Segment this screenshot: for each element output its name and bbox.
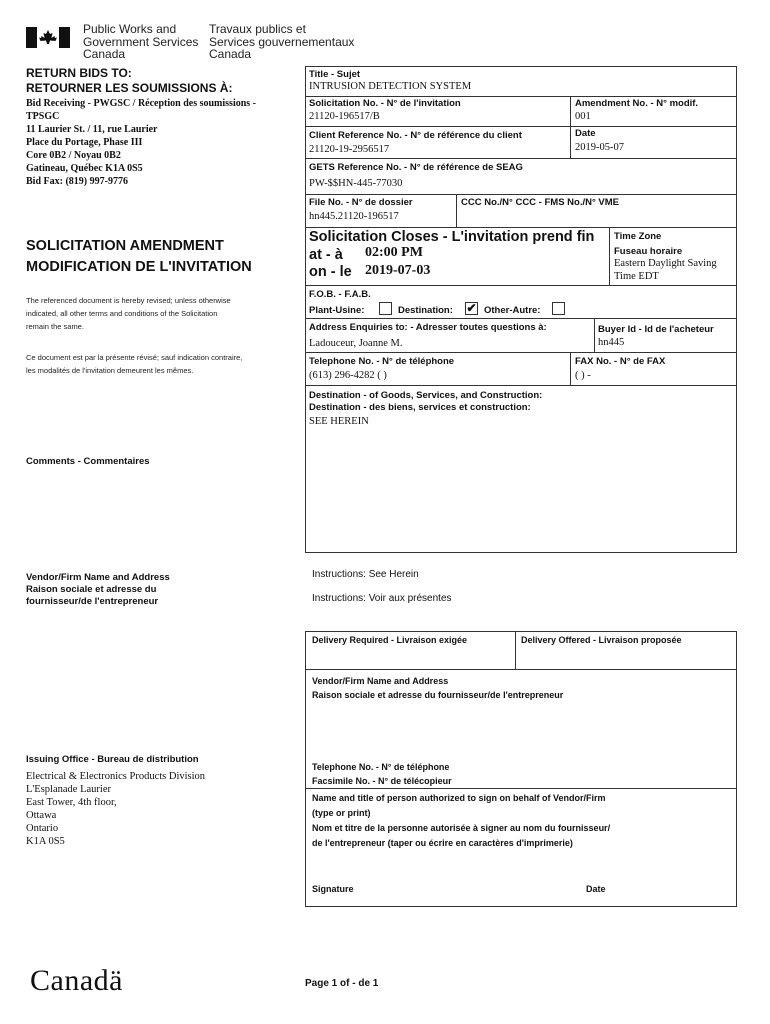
vendor-telephone-field[interactable]: Telephone No. - N° de téléphone Facsimile No. - N° de télécopieur bbox=[312, 762, 452, 786]
date-label: Date bbox=[575, 128, 596, 139]
amendment-no-value: 001 bbox=[575, 111, 591, 122]
destination-checkbox[interactable]: ✔ bbox=[466, 301, 477, 315]
file-no-value: hn445.21120-196517 bbox=[309, 211, 399, 222]
ccc-no-label: CCC No./N° CCC - FMS No./N° VME bbox=[461, 197, 620, 208]
issuing-office-label: Issuing Office - Bureau de distribution bbox=[26, 754, 199, 765]
fax-label: FAX No. - N° de FAX bbox=[575, 356, 666, 367]
amendment-title: SOLICITATION AMENDMENT MODIFICATION DE L'INVITATION bbox=[26, 238, 252, 275]
enquiries-label: Address Enquiries to: - Adresser toutes questions à: bbox=[309, 322, 547, 333]
vendor-firm-label: Vendor/Firm Name and Address Raison sociale et adresse du fournisseur/de l'entrepreneur bbox=[26, 572, 170, 607]
destination-label: Destination: bbox=[398, 305, 453, 316]
canada-flag-logo bbox=[26, 27, 70, 48]
plant-usine-label: Plant-Usine: bbox=[309, 305, 365, 316]
title-label: Title - Sujet bbox=[309, 69, 361, 80]
canada-wordmark: Canadä bbox=[30, 964, 123, 997]
time-zone-value: Eastern Daylight Saving Time EDT bbox=[614, 258, 717, 282]
time-zone-label: Time Zone Fuseau horaire bbox=[614, 231, 683, 257]
return-bids-address: Bid Receiving - PWGSC / Réception des soumissions - TPSGC 11 Laurier St. / 11, rue Laurier Place du Portage, Phase III Core 0B2 / Noyau 0B2 Gatineau, Québec K1A 0S5 Bid Fax: (819) 997-9776 bbox=[26, 98, 257, 187]
amendment-note-en: The referenced document is hereby revised; unless otherwise indicated, all other terms and conditions of the Solicitation remain the same. bbox=[26, 296, 231, 331]
instructions-en: Instructions: See Herein bbox=[312, 569, 419, 580]
solicitation-no-label: Solicitation No. - N° de l'invitation bbox=[309, 98, 461, 109]
signature-field[interactable]: Signature bbox=[312, 884, 354, 894]
destination-goods-value: SEE HEREIN bbox=[309, 416, 369, 427]
other-autre-label: Other-Autre: bbox=[484, 305, 541, 316]
vendor-name-address-field[interactable]: Vendor/Firm Name and Address Raison sociale et adresse du fournisseur/de l'entrepreneur bbox=[312, 676, 564, 700]
closes-label: Solicitation Closes - L'invitation prend fin bbox=[309, 229, 595, 245]
delivery-offered-label[interactable]: Delivery Offered - Livraison proposée bbox=[521, 635, 682, 645]
instructions-fr: Instructions: Voir aux présentes bbox=[312, 593, 452, 604]
amendment-note-fr: Ce document est par la présente révisé; sauf indication contraire, les modalités de l'invitation demeurent les mêmes. bbox=[26, 353, 243, 375]
other-autre-checkbox[interactable] bbox=[552, 302, 565, 315]
return-bids-title: RETURN BIDS TO: RETOURNER LES SOUMISSIONS À: bbox=[26, 66, 233, 95]
closes-at-label: at - à bbox=[309, 247, 343, 263]
closes-on-label: on - le bbox=[309, 264, 352, 280]
client-ref-label: Client Reference No. - N° de référence du client bbox=[309, 130, 522, 141]
telephone-label: Telephone No. - N° de téléphone bbox=[309, 356, 455, 367]
comments-label: Comments - Commentaires bbox=[26, 456, 150, 467]
solicitation-no-value: 21120-196517/B bbox=[309, 111, 380, 122]
date-value: 2019-05-07 bbox=[575, 142, 624, 153]
buyer-id-value: hn445 bbox=[598, 337, 625, 348]
closes-on-value: 2019-07-03 bbox=[365, 263, 431, 278]
plant-usine-checkbox[interactable] bbox=[379, 302, 392, 315]
authorized-signatory-field[interactable]: Name and title of person authorized to sign on behalf of Vendor/Firm (type or print) Nom et titre de la personne autorisée à signer au nom du fournisseur/ de l'entrepreneur (taper ou écrire en caractères d'imprimerie) bbox=[312, 793, 611, 848]
telephone-value: (613) 296-4282 ( ) bbox=[309, 370, 387, 381]
enquiries-value: Ladouceur, Joanne M. bbox=[309, 338, 403, 349]
signature-date-field[interactable]: Date bbox=[586, 884, 606, 894]
fob-label: F.O.B. - F.A.B. bbox=[309, 289, 371, 300]
department-name-fr: Travaux publics et Services gouvernementaux Canada bbox=[209, 22, 355, 61]
file-no-label: File No. - N° de dossier bbox=[309, 197, 413, 208]
closes-at-value: 02:00 PM bbox=[365, 245, 423, 260]
destination-goods-label: Destination - of Goods, Services, and Construction: Destination - des biens, services et construction: bbox=[309, 390, 543, 413]
title-value: INTRUSION DETECTION SYSTEM bbox=[309, 81, 472, 92]
amendment-no-label: Amendment No. - N° modif. bbox=[575, 98, 699, 109]
department-name-en: Public Works and Government Services Canada bbox=[83, 22, 199, 61]
issuing-office-address: Electrical & Electronics Products Division L'Esplanade Laurier East Tower, 4th floor, Ottawa Ontario K1A 0S5 bbox=[26, 771, 206, 847]
gets-ref-label: GETS Reference No. - N° de référence de SEAG bbox=[309, 162, 523, 173]
fax-value: ( ) - bbox=[575, 370, 591, 381]
gets-ref-value: PW-$$HN-445-77030 bbox=[309, 178, 403, 189]
delivery-required-label[interactable]: Delivery Required - Livraison exigée bbox=[312, 635, 468, 645]
page-number: Page 1 of - de 1 bbox=[305, 978, 379, 989]
buyer-id-label: Buyer Id - Id de l'acheteur bbox=[598, 324, 714, 335]
client-ref-value: 21120-19-2956517 bbox=[309, 144, 390, 155]
